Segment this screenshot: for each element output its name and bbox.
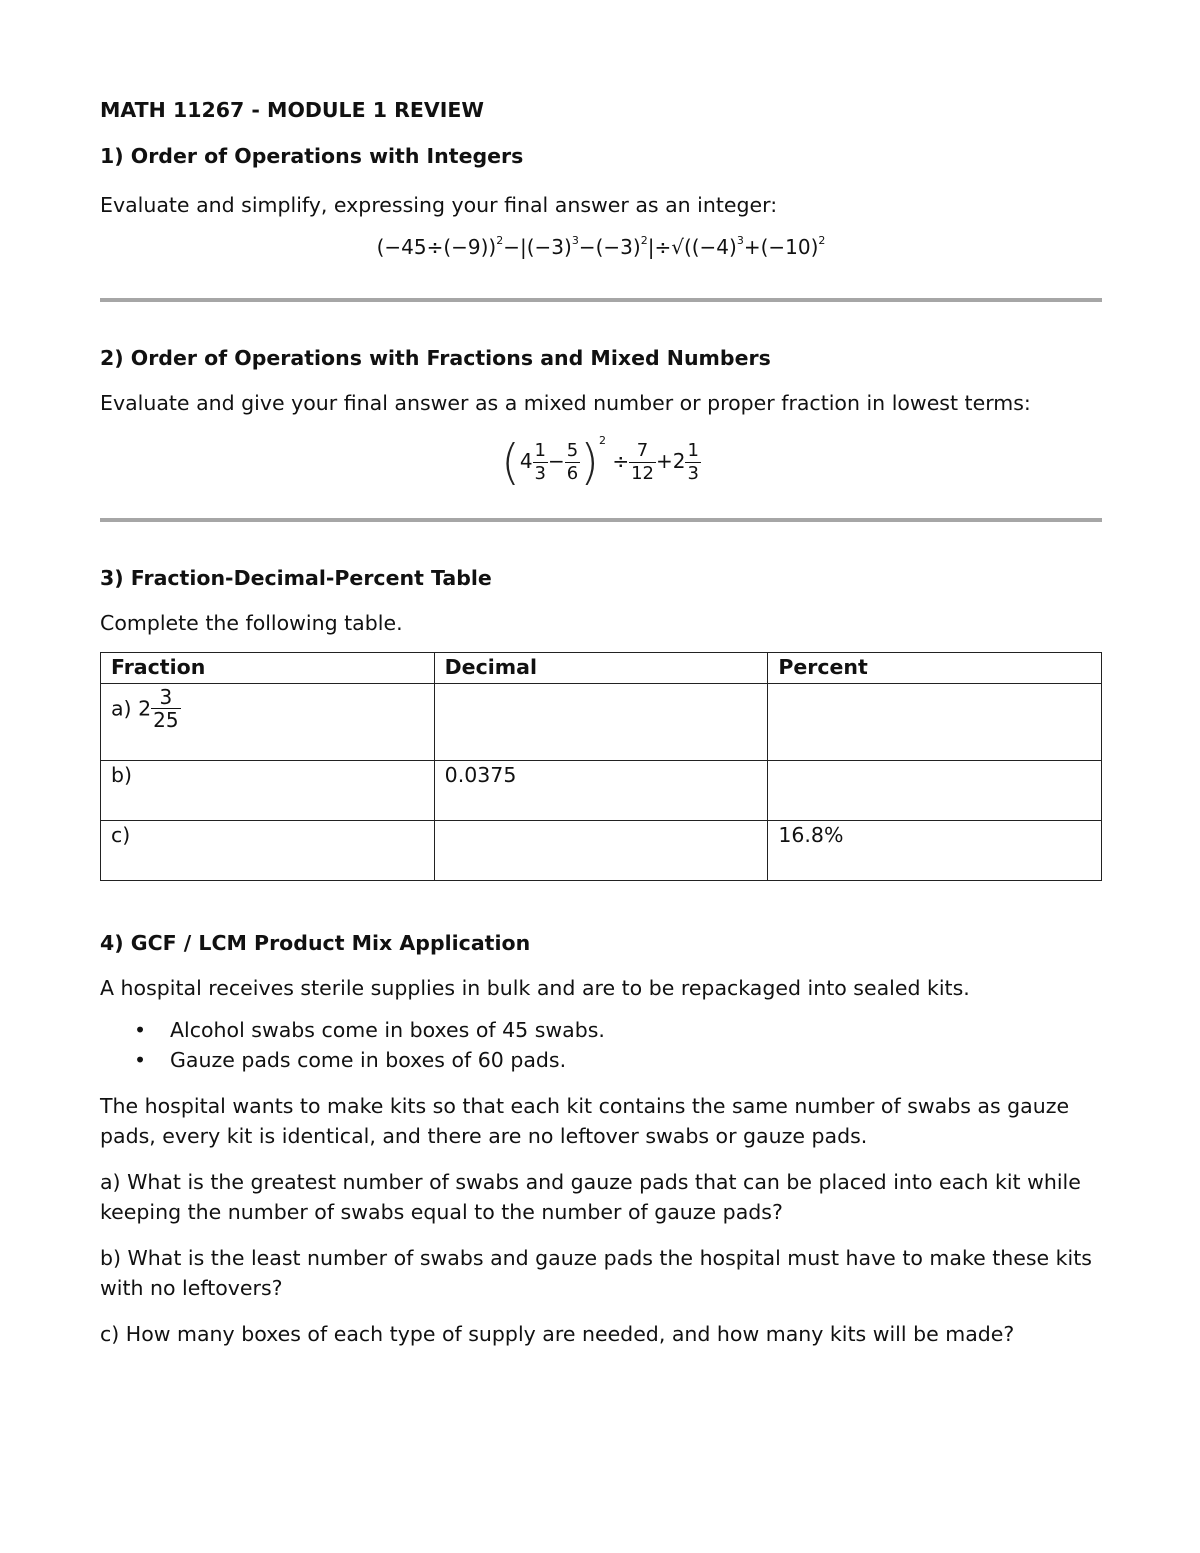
expr-exponent: 3 [736,234,744,247]
numerator: 7 [629,440,656,463]
header-decimal: Decimal [434,653,768,684]
fraction [533,440,548,485]
numerator: 1 [534,440,546,461]
expr-exponent: 2 [496,234,504,247]
table-row [101,821,1102,881]
denominator: 3 [534,463,546,484]
numerator: 5 [566,440,579,461]
expr-part: |÷√((−4) [647,235,737,259]
section-4-heading: 4) GCF / LCM Product Mix Application [100,931,531,955]
supply-list [100,1015,1102,1075]
decimal-cell [434,821,768,881]
section-3-instruction: Complete the following table. [100,611,403,635]
list-item: • Alcohol swabs come in boxes of 45 swabs. [170,1015,1102,1045]
open-paren: ( [501,434,520,491]
numerator: 3 [151,686,180,709]
table-row [101,761,1102,821]
numerator: 1 [687,440,699,461]
percent-cell: 16.8% [768,821,1102,881]
section-divider [100,518,1102,522]
section-2-instruction: Evaluate and give your final answer as a mixed number or proper fraction in lowest terms: [100,391,1031,415]
document-title: MATH 11267 - MODULE 1 REVIEW [100,98,485,122]
section-2-heading: 2) Order of Operations with Fractions and Mixed Numbers [100,346,771,370]
expr-part: +(−10) [743,235,819,259]
integer-expression [100,234,1102,274]
fraction [685,440,700,485]
fraction-cell: b) [101,761,435,821]
row-label: a) 2 [111,696,152,721]
section-4-paragraph: The hospital wants to make kits so that each kit contains the same number of swabs as gauze pads, every kit is identical, and there are no leftover swabs or gauze pads. [100,1094,1070,1148]
denominator: 25 [153,708,179,732]
question-b: b) What is the least number of swabs and gauze pads the hospital must have to make these kits with no leftovers? [100,1246,1092,1300]
fraction-expression [100,434,1102,496]
fraction-cell: c) [101,821,435,881]
operator: ÷ [612,449,630,473]
section-divider [100,298,1102,302]
list-item: • Gauze pads come in boxes of 60 pads. [170,1045,1102,1075]
question-c: c) How many boxes of each type of supply are needed, and how many kits will be made? [100,1322,1015,1346]
expr-part: −|(−3) [503,235,572,259]
expr-exponent: 2 [818,234,826,247]
decimal-cell [434,684,768,761]
close-paren: ) [580,434,599,491]
fraction-decimal-percent-table [100,652,1102,881]
mixed-fraction [151,686,180,731]
denominator: 3 [687,463,699,484]
fraction [629,440,656,485]
fraction [565,440,580,485]
table-header-row [101,653,1102,684]
percent-cell [768,761,1102,821]
header-percent: Percent [768,653,1102,684]
expr-part: (−45÷(−9)) [376,235,497,259]
section-1-instruction: Evaluate and simplify, expressing your final answer as an integer: [100,193,778,217]
denominator: 6 [566,463,579,484]
section-4-intro: A hospital receives sterile supplies in bulk and are to be repackaged into sealed kits. [100,976,970,1000]
table-row [101,684,1102,761]
expr-exponent: 2 [640,234,648,247]
section-3-heading: 3) Fraction-Decimal-Percent Table [100,566,492,590]
section-1-heading: 1) Order of Operations with Integers [100,144,524,168]
operator: − [548,449,565,473]
question-a: a) What is the greatest number of swabs and gauze pads that can be placed into each kit while keeping the number of swabs equal to the number of gauze pads? [100,1170,1081,1224]
percent-cell [768,684,1102,761]
expr-exponent: 2 [598,434,606,447]
whole-number: 4 [519,449,533,473]
denominator: 12 [631,463,654,484]
fraction-cell [101,684,435,761]
expr-exponent: 3 [571,234,579,247]
decimal-cell: 0.0375 [434,761,768,821]
operator: +2 [655,449,686,473]
header-fraction: Fraction [101,653,435,684]
document-page [100,98,1102,1365]
expr-part: −(−3) [578,235,641,259]
